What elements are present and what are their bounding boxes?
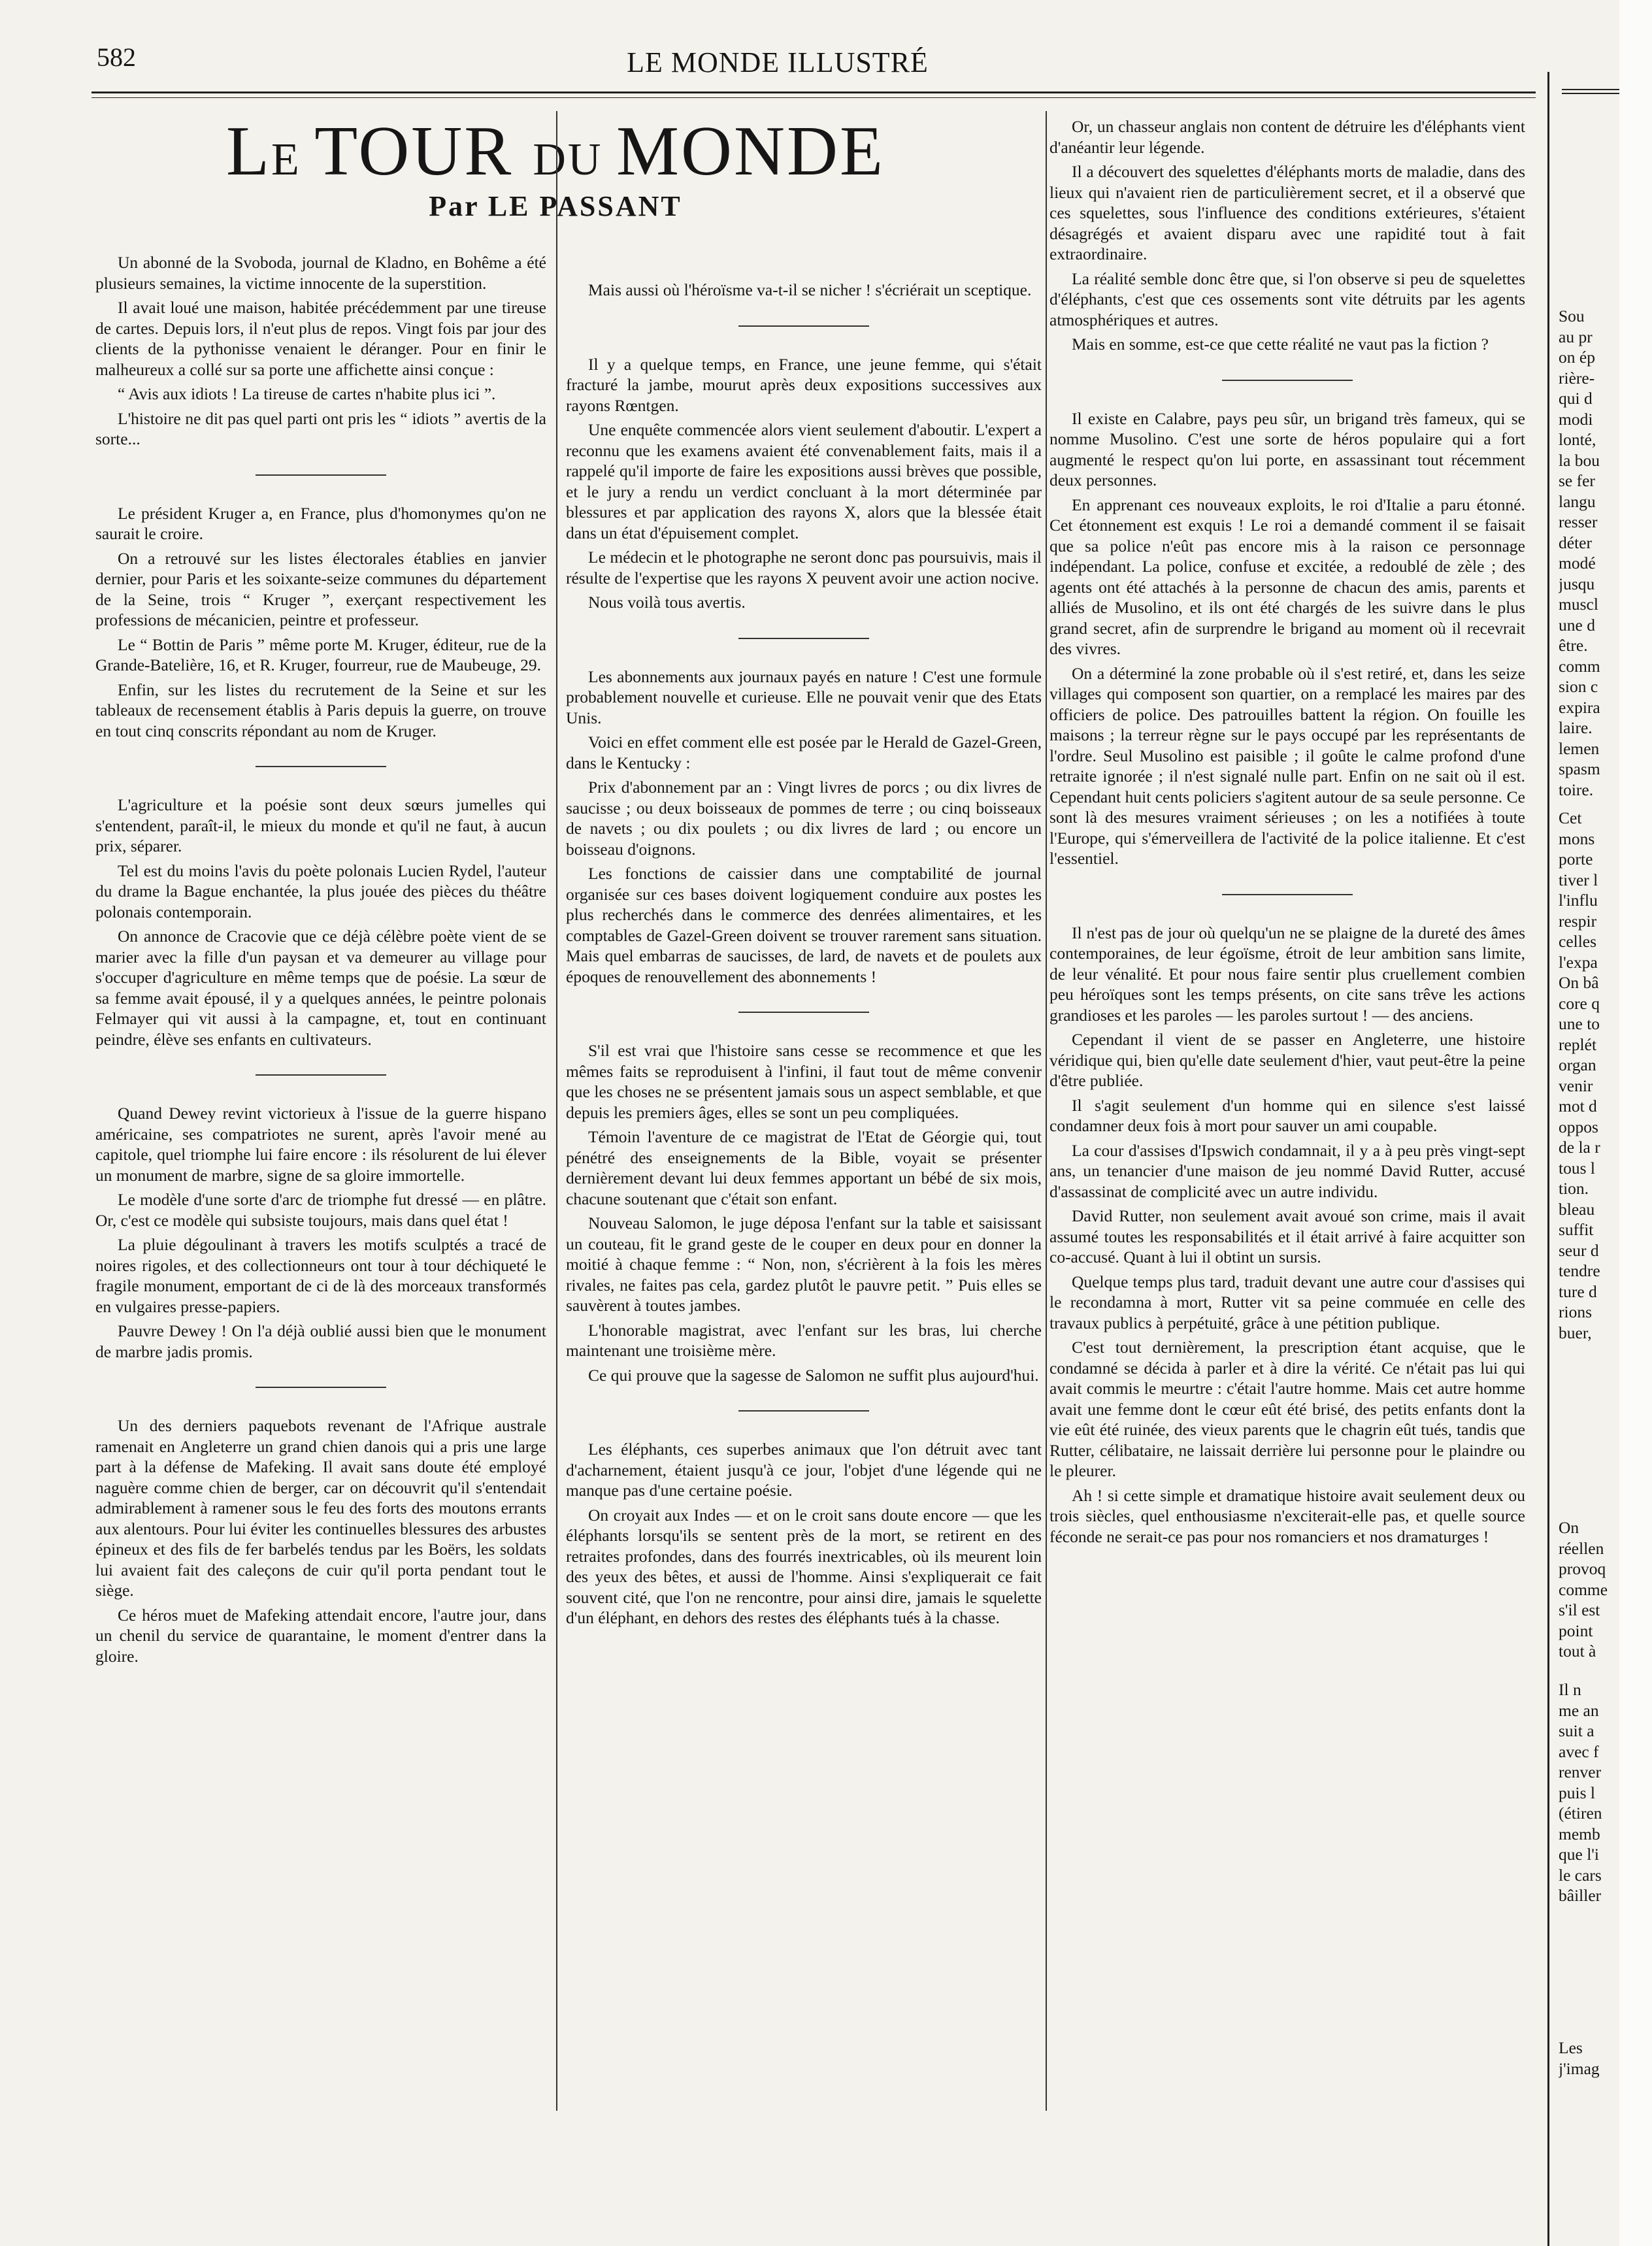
paragraph: Pauvre Dewey ! On l'a déjà oublié aussi bien que le monument de marbre jadis promis.	[95, 1321, 546, 1361]
paragraph: En apprenant ces nouveaux exploits, le roi d'Italie a paru étonné. Cet étonnement est exquis ! Le roi a demandé comment il se faisait que sa police n'eût pas encore mis à la raison ce personnage indépendant. La police, confuse et excitée, a redoublé de zèle ; des agents ont été attachés à la personne de chacun des amis, parents et alliés de Musolino, et ils ont été chargés de les suivre dans le plus grand secret, afin de surprendre le brigand au moment où il recevrait des vivres.	[1049, 495, 1525, 658]
paragraph: Le médecin et le photographe ne seront donc pas poursuivis, mais il résulte de l'expertise que les rayons X peuvent avoir une action nocive.	[566, 548, 1042, 587]
section-separator	[256, 474, 386, 476]
paragraph: Ah ! si cette simple et dramatique histoire avait seulement deux ou trois siècles, quel enthousiasme n'exciterait-elle pas, et quelle source féconde ne serait-ce pas pour nos romanciers et nos dramaturges !	[1049, 1485, 1525, 1546]
section-separator	[738, 325, 869, 327]
section-separator	[256, 1387, 386, 1388]
paragraph: On a déterminé la zone probable où il s'est retiré, et, dans les seize villages qui composent son quartier, on a remplacé les maires par des officiers de police. Des patrouilles battent la région. On fouille les maisons ; la terreur règne sur le pays occupé par les représentants de l'ordre. Seul Musolino est paisible ; il goûte le calme profond d'une retraite ignorée ; il n'est signalé nulle part. Enfin on ne sait où il est. Cependant huit cents policiers s'agitent autour de sa seule personne. Ce sont là des mesures vraiment sérieuses ; on les a notifiées à toute l'Europe, qui s'émerveillera de l'activité de la police italienne. Et c'est l'essentiel.	[1049, 663, 1525, 868]
page-gutter-line	[1547, 72, 1549, 2246]
section-separator	[738, 638, 869, 639]
section-separator	[738, 1012, 869, 1013]
paragraph: Ce héros muet de Mafeking attendait encore, l'autre jour, dans un chenil du service de quarantaine, le moment d'entrer dans la gloire.	[95, 1605, 546, 1666]
section-separator	[256, 1074, 386, 1076]
paragraph: L'agriculture et la poésie sont deux sœurs jumelles qui s'entendent, paraît-il, le mieux du monde et qu'il ne faut, à aucun prix, séparer.	[95, 795, 546, 855]
paragraph: L'histoire ne dit pas quel parti ont pris les “ idiots ” avertis de la sorte...	[95, 408, 546, 448]
column-2	[566, 280, 1042, 1632]
section-separator	[738, 1410, 869, 1412]
paragraph: Quelque temps plus tard, traduit devant une autre cour d'assises qui le recondamna à mort, Rutter vit sa peine commuée en celle des travaux publics à perpétuité, grâce à une pétition publique.	[1049, 1272, 1525, 1332]
paragraph: Quand Dewey revint victorieux à l'issue de la guerre hispano américaine, ses compatriotes ne surent, après l'avoir mené au capitole, quel triomphe lui faire encore : ils résolurent de lui élever un monument de marbre, signe de sa gloire immortelle.	[95, 1104, 546, 1185]
paragraph: S'il est vrai que l'histoire sans cesse se recommence et que les mêmes faits se reproduisent à l'infini, il faut tout de même convenir que les choses ne se présentent jamais sous un aspect semblable, et que depuis les premiers âges, elles se sont un peu compliquées.	[566, 1041, 1042, 1122]
paragraph: Il existe en Calabre, pays peu sûr, un brigand très fameux, qui se nomme Musolino. C'est une sorte de héros populaire qui a fort augmenté le respect qu'on lui porte, en assassinant tout récemment deux personnes.	[1049, 408, 1525, 489]
paragraph: Il avait loué une maison, habitée précédemment par une tireuse de cartes. Depuis lors, il n'eut plus de repos. Vingt fois par jour des clients de la pythonisse venaient le déranger. Pour en finir le malheureux a collé sur sa porte une affichette ainsi conçue :	[95, 298, 546, 379]
paragraph: Tel est du moins l'avis du poète polonais Lucien Rydel, l'auteur du drame la Bague enchantée, la plus jouée des pièces du théâtre polonais contemporain.	[95, 861, 546, 921]
page-edge	[1619, 0, 1652, 2246]
paragraph: Il a découvert des squelettes d'éléphants morts de maladie, dans des lieux qui n'avaient rien de particulièrement secret, et il a observé que ces squelettes, sous l'influence des conditions extérieures, s'étaient désagrégés et avaient disparu avec une rapidité tout à fait extraordinaire.	[1049, 162, 1525, 263]
paragraph: Les fonctions de caissier dans une comptabilité de journal organisée sur ces bases doivent logiquement conduire aux postes les plus recherchés dans le commerce des denrées alimentaires, et les comptables de Gazel-Green doivent se trouver rarement sans situation. Mais quel embarras de saucisses, de lard, de navets et de poulets aux époques de renouvellement des abonnements !	[566, 864, 1042, 986]
paragraph: Enfin, sur les listes du recrutement de la Seine et sur les tableaux de recensement établis à Paris depuis la guerre, on trouve en tout cinq conscrits répondant au nom de Kruger.	[95, 680, 546, 740]
paragraph: Un abonné de la Svoboda, journal de Kladno, en Bohême a été plusieurs semaines, la victime innocente de la superstition.	[95, 253, 546, 293]
paragraph: “ Avis aux idiots ! La tireuse de cartes n'habite plus ici ”.	[118, 384, 496, 403]
paragraph: On annonce de Cracovie que ce déjà célèbre poète vient de se marier avec la fille d'un paysan et va demeurer au village pour s'occuper d'agriculture en même temps que de poésie. La sœur de sa femme avait épousé, il y a quelques années, le peintre polonais Felmayer qui vit aussi à la campagne, et, tout en continuant peindre, élève ses enfants en cultivateurs.	[95, 927, 546, 1049]
paragraph: Les abonnements aux journaux payés en nature ! C'est une formule probablement nouvelle et curieuse. Elle ne pouvait venir que des Etats Unis.	[566, 667, 1042, 727]
article-byline: Par LE PASSANT	[429, 190, 682, 222]
paragraph: Le président Kruger a, en France, plus d'homonymes qu'on ne saurait le croire.	[95, 503, 546, 543]
paragraph: Il n'est pas de jour où quelqu'un ne se plaigne de la dureté des âmes contemporaines, de leur égoïsme, étroit de leur ambition sans limite, de leur vénalité. Et pour nous faire sentir plus cruellement combien peu héroïques sont les temps présents, on cite sans trêve les actions grandioses et les paroles — les paroles surtout ! — des anciens.	[1049, 923, 1525, 1025]
paragraph: C'est tout dernièrement, la prescription étant acquise, que le condamné se décida à parler et à dire la vérité. Ce n'était pas lui qui avait commis le meurtre : c'était l'autre homme. Mais cet autre homme avait une femme dont le cœur eût été brisé, des petits enfants dont la vie eût été ruinée, des vieux parents que le chagrin eût tués, tandis que Rutter, célibataire, ne laissait derrière lui personne pour le plaindre ou le pleurer.	[1049, 1338, 1525, 1480]
column-3	[1049, 116, 1525, 1551]
paragraph: Témoin l'aventure de ce magistrat de l'Etat de Géorgie qui, tout pénétré des enseignements de la Bible, voyait se présenter dernièrement devant lui deux femmes apportant un bébé de six mois, chacune soutenant que c'était son enfant.	[566, 1127, 1042, 1208]
paragraph: Voici en effet comment elle est posée par le Herald de Gazel-Green, dans le Kentucky :	[566, 733, 1042, 772]
paragraph: Le modèle d'une sorte d'arc de triomphe fut dressé — en plâtre. Or, c'est ce modèle qui subsiste toujours, mais dans quel état !	[95, 1190, 546, 1230]
header-rule-thin	[91, 97, 1536, 98]
paragraph: La pluie dégoulinant à travers les motifs sculptés a tracé de noires rigoles, et des collectionneurs ont tour à tour déchiqueté le fragile monument, emportant de ci de là des morceaux transformés en vulgaires presse-papiers.	[95, 1235, 546, 1316]
page-number: 582	[97, 42, 136, 72]
paragraph: On croyait aux Indes — et on le croit sans doute encore — que les éléphants lorsqu'ils se sentent près de la mort, se retirent en des retraites profondes, dans des fourrés inextricables, où ils meurent loin des yeux des bêtes, et aussi de l'homme. Ainsi s'expliquerait ce fait souvent cité, que l'on ne rencontre, pour ainsi dire, jamais le squelette d'un éléphant, en dehors des restes des éléphants tués à la chasse.	[566, 1505, 1042, 1627]
paragraph: Une enquête commencée alors vient seulement d'aboutir. L'expert a reconnu que les examens avaient été convenablement faits, mais il a rappelé qu'il importe de faire les expositions aussi brèves que possible, et le jury a rendu un verdict concluant à la mort déterminée par blessures et par application des rayons X, alors que la blessée était dans un état d'épuisement complet.	[566, 420, 1042, 542]
paragraph: Mais aussi où l'héroïsme va-t-il se nicher ! s'écriérait un sceptique.	[588, 280, 1032, 299]
header-rule	[91, 91, 1536, 93]
article-title: LE TOUR DU MONDE	[226, 112, 885, 190]
column-divider	[556, 111, 557, 2111]
paragraph: Or, un chasseur anglais non content de détruire les d'éléphants vient d'anéantir leur légende.	[1049, 117, 1525, 157]
paragraph: La réalité semble donc être que, si l'on observe si peu de squelettes d'éléphants, c'est que ces ossements sont vite détruits par les agents atmosphériques et autres.	[1049, 269, 1525, 329]
paragraph: Cependant il vient de se passer en Angleterre, une histoire véridique qui, bien qu'elle date seulement d'hier, vaut peut-être la peine d'être publiée.	[1049, 1030, 1525, 1090]
section-separator	[1222, 894, 1353, 895]
column-divider	[1046, 111, 1047, 2111]
paragraph: Nouveau Salomon, le juge déposa l'enfant sur la table et saisissant un couteau, fit le grand geste de le couper en deux pour en donner la moitié à chaque femme : “ Non, non, s'écrièrent à la fois les mères rivales, ne faites pas cela, gardez plutôt le pauvre petit. ” Puis elles se sauvèrent à toutes jambes.	[566, 1214, 1042, 1315]
running-title: LE MONDE ILLUSTRÉ	[627, 46, 929, 78]
adjacent-page-fragment: Cet mons porte tiver l l'influ respir celles l'expa On bâ core q une to replét organ venir mot d oppos de la r tous l tion. bleau suffit seur d tendre ture d rions buer,	[1559, 808, 1600, 1342]
paragraph: Mais en somme, est-ce que cette réalité ne vaut pas la fiction ?	[1072, 335, 1489, 354]
paragraph: Un des derniers paquebots revenant de l'Afrique australe ramenait en Angleterre un grand chien danois qui a pris une large part à la défense de Mafeking. Il avait sans doute été employé naguère comme chien de berger, car on découvrit qu'il s'entendait admirablement à ramener sous le feu des forts des moutons errants aux alentours. Pour lui éviter les continuelles blessures des arbustes épineux et des fils de fer barbelés tendus par les Boërs, les soldats lui avaient fait des caleçons de cuir qu'il porta pendant tout le siège.	[95, 1416, 546, 1600]
paragraph: Ce qui prouve que la sagesse de Salomon ne suffit plus aujourd'hui.	[588, 1365, 1039, 1385]
paragraph: Il y a quelque temps, en France, une jeune femme, qui s'était fracturé la jambe, mourut après deux expositions successives aux rayons Rœntgen.	[566, 354, 1042, 415]
adjacent-page-fragment: Sou au pr on ép rière- qui d modi lonté, la bou se fer langu resser déter modé jusqu muscl une d être. comm sion c expira laire. lemen spasm toire.	[1559, 306, 1600, 799]
paragraph: Il s'agit seulement d'un homme qui en silence s'est laissé condamner deux fois à mort pour sauver un ami coupable.	[1049, 1095, 1525, 1135]
paragraph: David Rutter, non seulement avait avoué son crime, mais il avait assumé toutes les responsabilités et il était arrivé à faire acquitter son co-accusé. Quant à lui il obtint un sursis.	[1049, 1206, 1525, 1266]
column-1	[95, 252, 546, 1670]
paragraph: On a retrouvé sur les listes électorales établies en janvier dernier, pour Paris et les soixante-seize communes du département de la Seine, trois “ Kruger ”, exerçant respectivement les professions de mécanicien, peintre et professeur.	[95, 548, 546, 629]
section-separator	[1222, 380, 1353, 381]
adjacent-page-fragment: On réellen provoq comme s'il est point tout à	[1559, 1518, 1608, 1660]
paragraph: Le “ Bottin de Paris ” même porte M. Kruger, éditeur, rue de la Grande-Batelière, 16, et R. Kruger, fourreur, rue de Maubeuge, 29.	[95, 635, 546, 674]
paragraph: Nous voilà tous avertis.	[588, 593, 746, 612]
section-separator	[256, 766, 386, 767]
paragraph: Prix d'abonnement par an : Vingt livres de porcs ; ou dix livres de saucisse ; ou deux boisseaux de pommes de terre ; ou cinq boisseaux de navets ; ou dix poulets ; ou dix livres de lard ; ou encore un boisseau d'oignons.	[566, 778, 1042, 859]
paragraph: La cour d'assises d'Ipswich condamnait, il y a à peu près vingt-sept ans, un tenancier d'une maison de jeu nommé David Rutter, accusé d'assassinat de complicité avec un autre individu.	[1049, 1140, 1525, 1201]
paragraph: Les éléphants, ces superbes animaux que l'on détruit avec tant d'acharnement, étaient jusqu'à ce jour, l'objet d'une légende qui ne manque pas d'une certaine poésie.	[566, 1440, 1042, 1500]
adjacent-page-fragment: Il n me an suit a avec f renver puis l (étiren memb que l'i le cars bâiller	[1559, 1680, 1602, 1905]
paragraph: L'honorable magistrat, avec l'enfant sur les bras, lui cherche maintenant une troisième mère.	[566, 1320, 1042, 1360]
adjacent-page-fragment: Les j'imag	[1559, 2038, 1600, 2078]
